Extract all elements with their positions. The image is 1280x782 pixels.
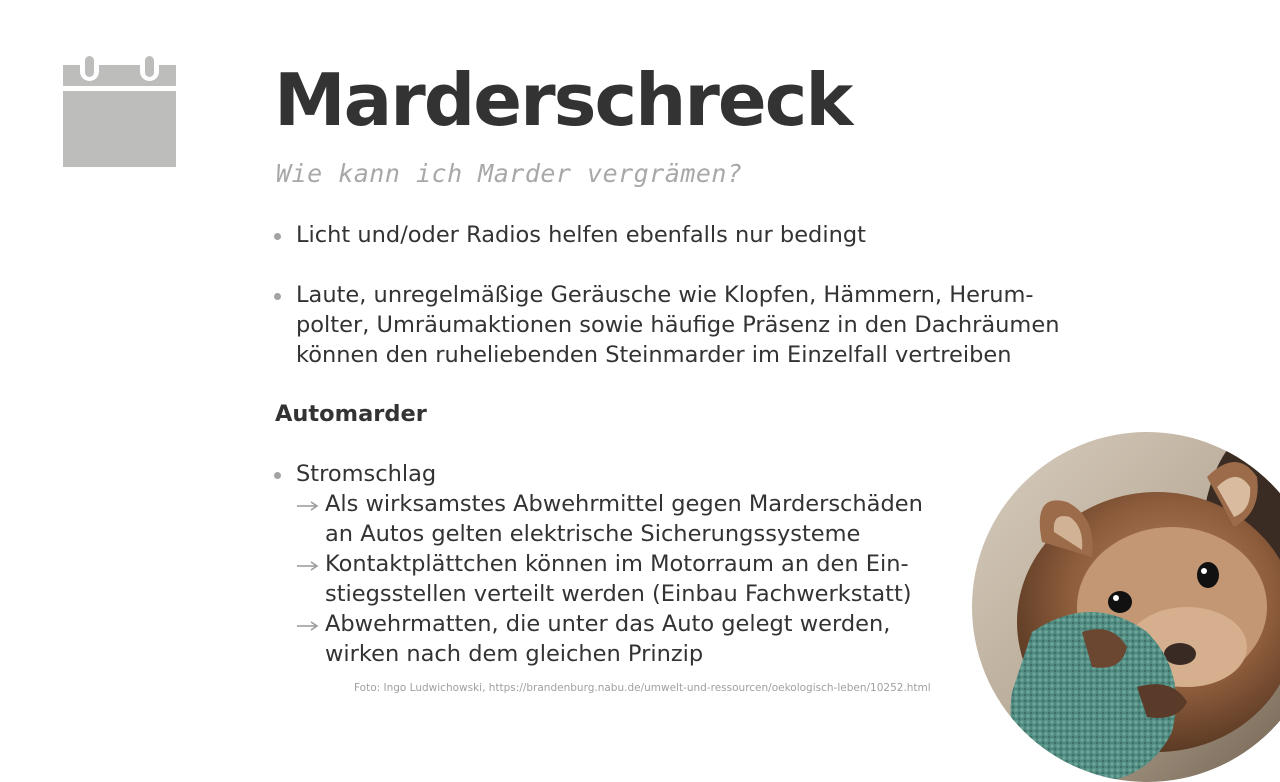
bullet-text: Stromschlag xyxy=(296,461,437,487)
right-arrow-icon xyxy=(296,553,320,573)
slide-title: Marderschreck xyxy=(274,58,852,142)
marten-photo xyxy=(972,432,1280,782)
sub-item-line: Kontaktplättchen können im Motorraum an den Ein- xyxy=(325,551,909,577)
right-arrow-icon xyxy=(296,613,320,633)
bullet-text: Licht und/oder Radios helfen ebenfalls nur bedingt xyxy=(296,222,866,248)
bullet-dot-icon xyxy=(274,293,281,300)
sub-item-line: stiegsstellen verteilt werden (Einbau Fachwerkstatt) xyxy=(325,581,912,607)
bullet-dot-icon xyxy=(274,472,281,479)
sub-item-line: an Autos gelten elektrische Sicherungssysteme xyxy=(325,521,861,547)
bullet-dot-icon xyxy=(274,233,281,240)
bullet-text-line: Laute, unregelmäßige Geräusche wie Klopfen, Hämmern, Herum- xyxy=(296,282,1034,308)
sub-item-line: Als wirksamstes Abwehrmittel gegen Marderschäden xyxy=(325,491,923,517)
calendar-icon xyxy=(63,54,176,167)
sub-item-line: Abwehrmatten, die unter das Auto gelegt werden, xyxy=(325,611,891,637)
right-arrow-icon xyxy=(296,493,320,513)
section-heading: Automarder xyxy=(275,401,427,427)
sub-item-line: wirken nach dem gleichen Prinzip xyxy=(325,641,704,667)
bullet-text-line: können den ruheliebenden Steinmarder im Einzelfall vertreiben xyxy=(296,342,1012,368)
slide-subtitle: Wie kann ich Marder vergrämen? xyxy=(276,159,743,188)
bullet-text-line: polter, Umräumaktionen sowie häufige Präsenz in den Dachräumen xyxy=(296,312,1060,338)
photo-credit: Foto: Ingo Ludwichowski, https://brandenburg.nabu.de/umwelt-und-ressourcen/oekologisch-leben/10252.html xyxy=(354,682,931,694)
